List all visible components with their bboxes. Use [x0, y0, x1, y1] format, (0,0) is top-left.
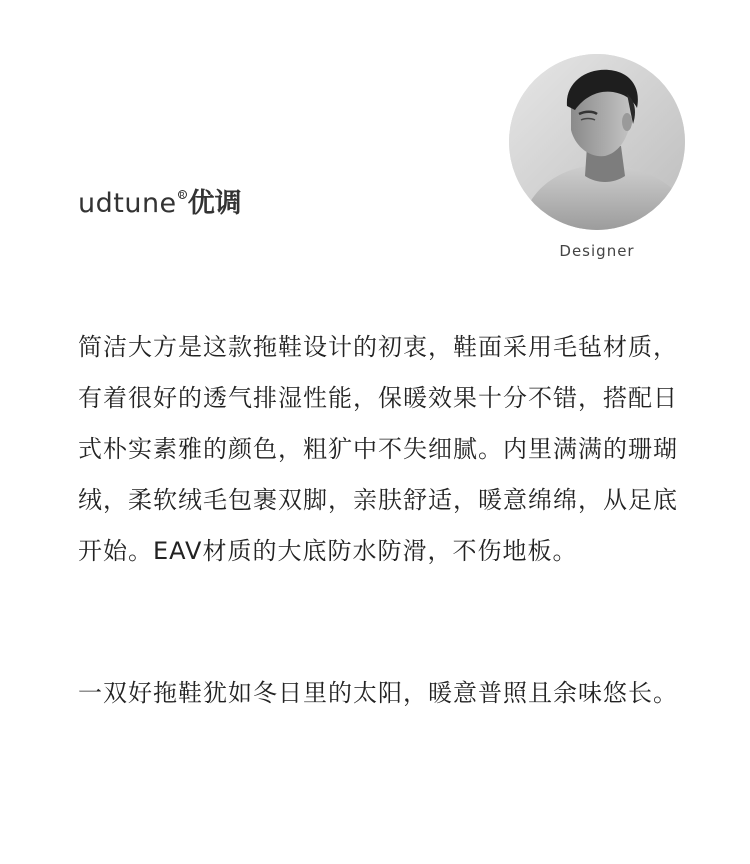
designer-portrait-image — [509, 54, 685, 230]
brand-logo — [78, 184, 242, 224]
brand-name-chinese: 优调 — [187, 188, 242, 219]
brand-name-latin: udtune — [78, 188, 177, 219]
designer-avatar — [509, 54, 685, 230]
description-paragraph: 简洁大方是这款拖鞋设计的初衷，鞋面采用毛毡材质，有着很好的透气排湿性能，保暖效果十分不错，搭配日式朴实素雅的颜色，粗犷中不失细腻。内里满满的珊瑚绒，柔软绒毛包裹双脚，亲肤舒适，暖意绵绵，从足底开始。EAV材质的大底防水防滑，不伤地板。 — [78, 333, 678, 565]
designer-label: Designer — [559, 242, 635, 260]
registered-mark-icon: R — [179, 191, 185, 200]
closing-paragraph: 一双好拖鞋犹如冬日里的太阳，暖意普照且余味悠长。 — [78, 679, 678, 707]
